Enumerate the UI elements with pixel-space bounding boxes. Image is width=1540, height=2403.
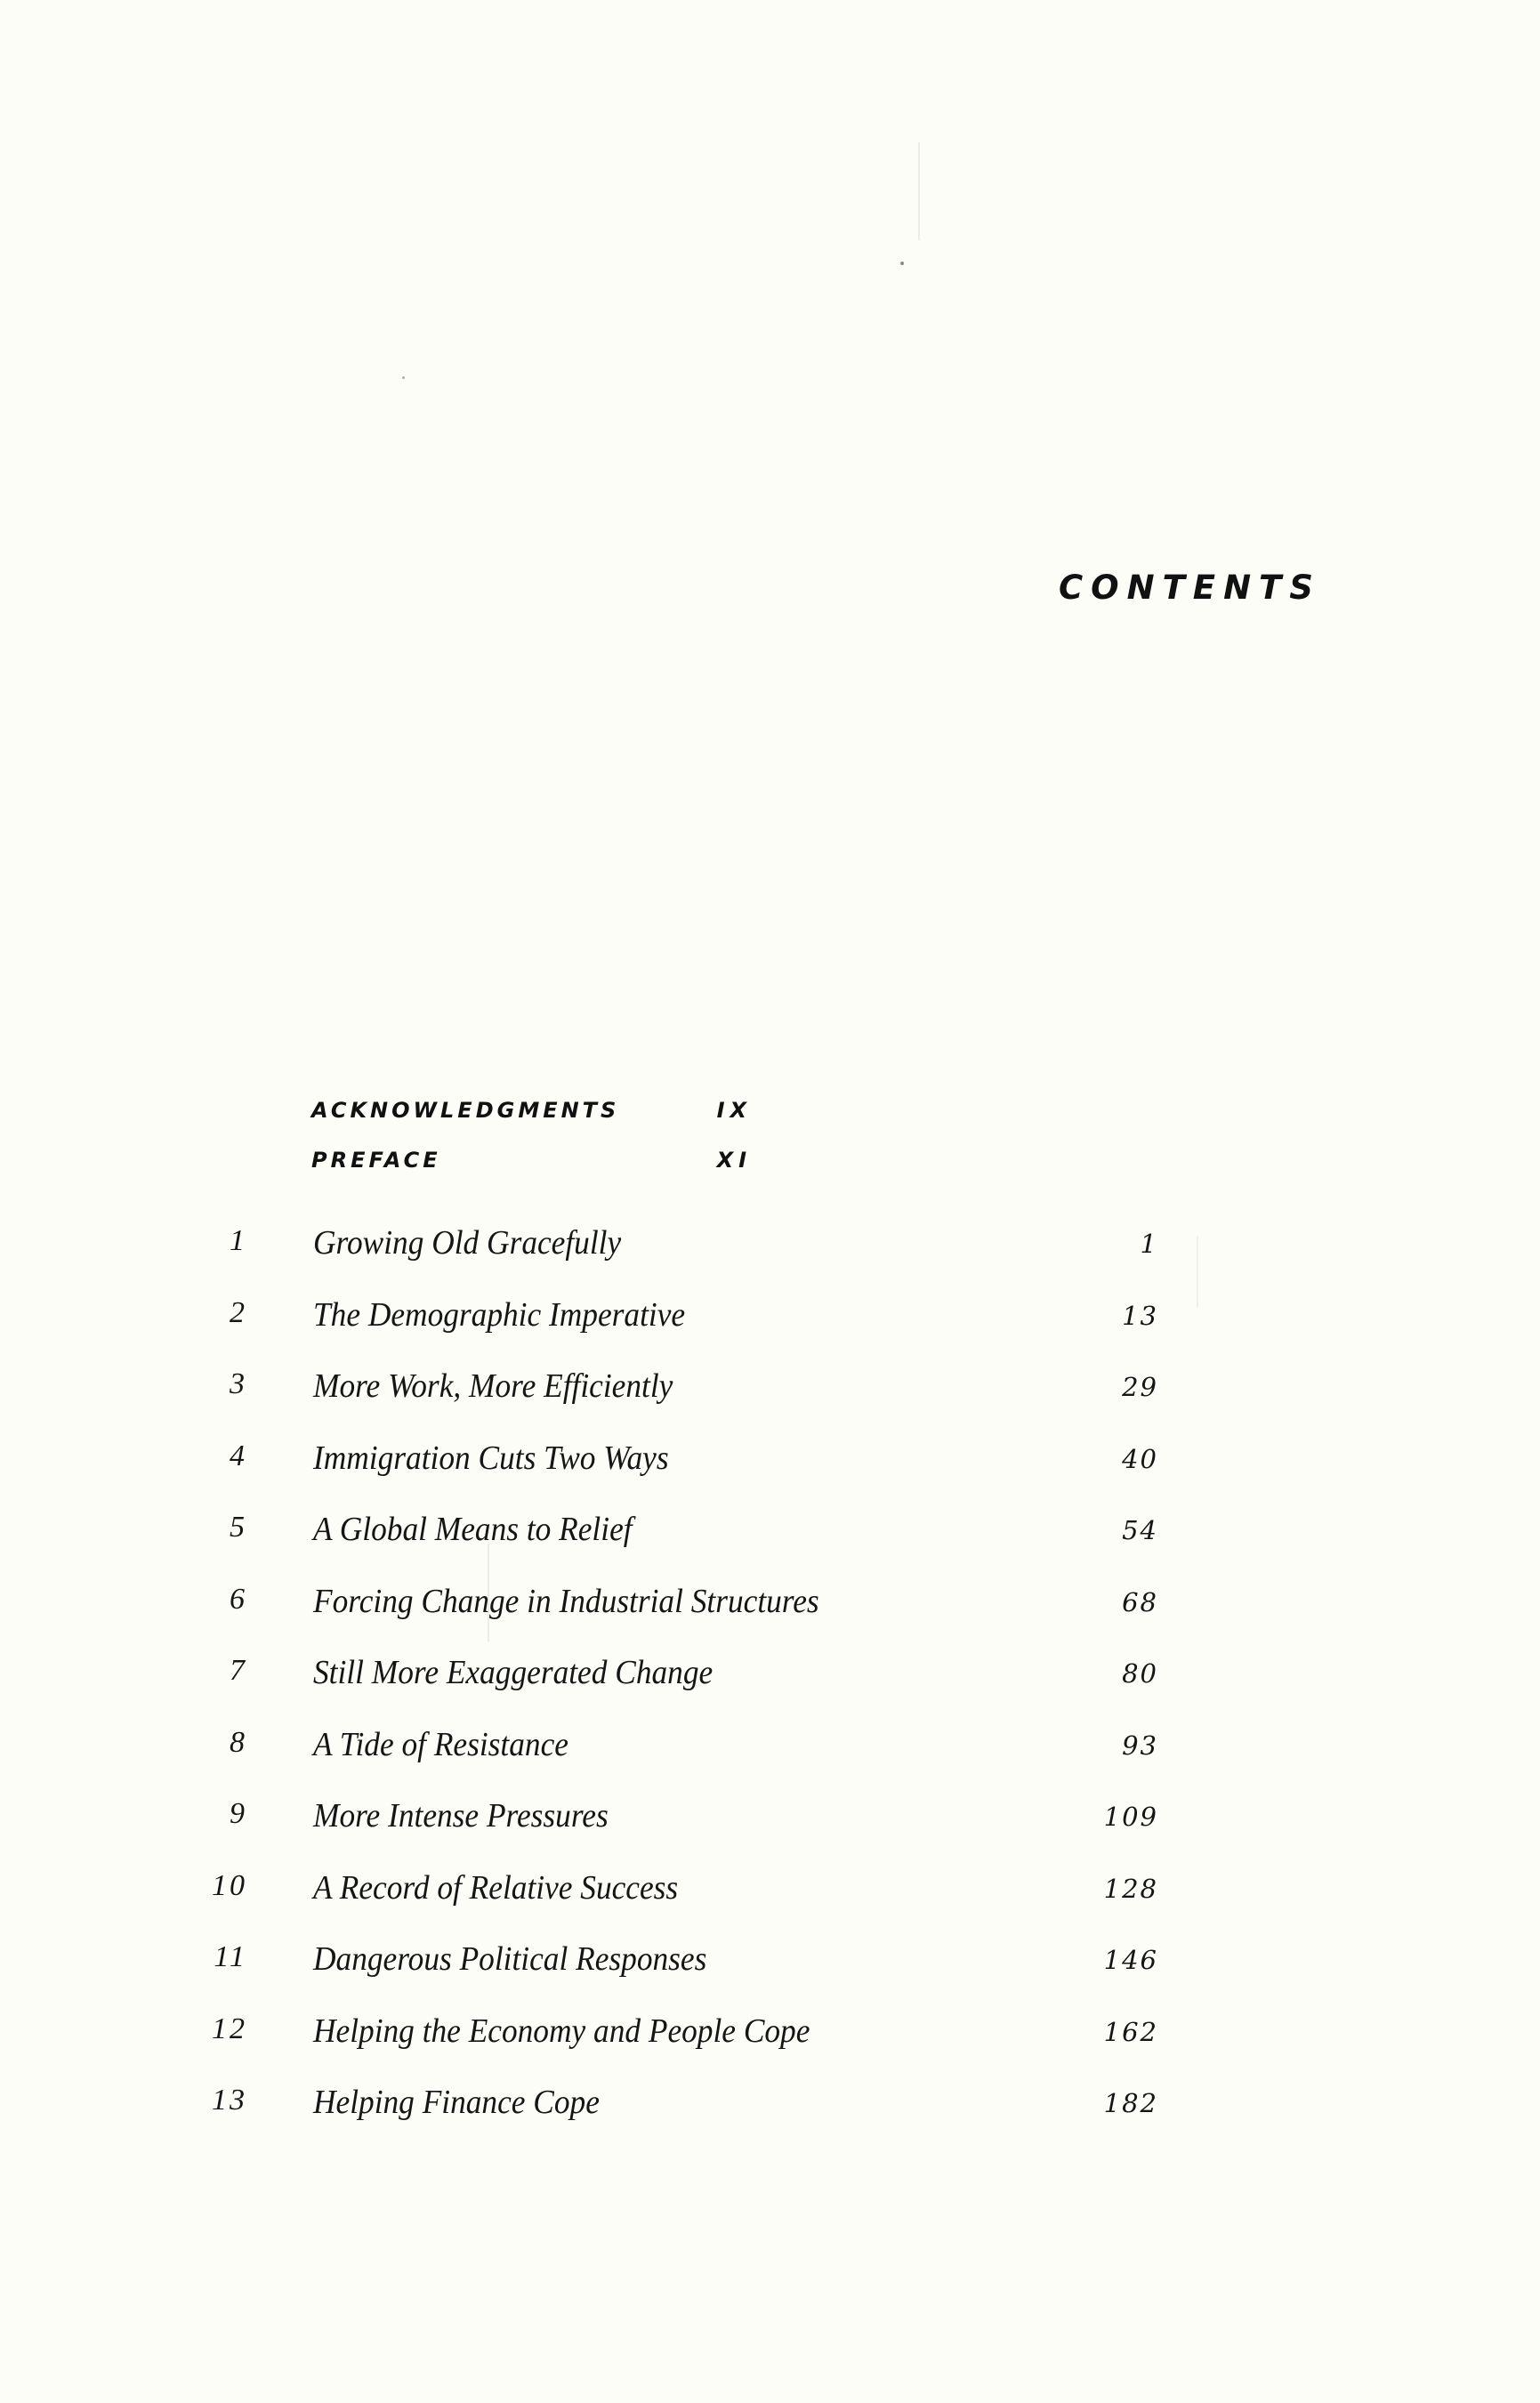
toc-entry-chapter[interactable] bbox=[0, 1441, 1540, 1513]
toc-entry-chapter[interactable] bbox=[0, 1799, 1540, 1871]
chapter-number: 4 bbox=[230, 1439, 247, 1472]
chapter-page-number: 13 bbox=[1122, 1300, 1158, 1331]
chapter-number: 6 bbox=[230, 1582, 247, 1616]
scan-artifact-line bbox=[918, 142, 920, 240]
toc-entry-chapter[interactable] bbox=[0, 2014, 1540, 2086]
toc-entry-acknowledgments[interactable] bbox=[311, 1100, 774, 1149]
toc-entry-chapter[interactable] bbox=[0, 1942, 1540, 2014]
chapter-page-number: 68 bbox=[1122, 1586, 1158, 1617]
chapter-title: Helping the Economy and People Cope bbox=[313, 2012, 810, 2050]
chapter-title: A Tide of Resistance bbox=[313, 1725, 568, 1763]
chapter-number: 13 bbox=[212, 2084, 247, 2117]
chapter-page-number: 80 bbox=[1122, 1658, 1158, 1689]
entry-page-number: IX bbox=[716, 1098, 752, 1123]
chapter-page-number: 146 bbox=[1103, 1945, 1158, 1975]
toc-entry-chapter[interactable] bbox=[0, 2085, 1540, 2157]
chapter-title: More Work, More Efficiently bbox=[313, 1367, 673, 1405]
toc-entry-chapter[interactable] bbox=[0, 1582, 1540, 1657]
chapter-title: Dangerous Political Responses bbox=[313, 1940, 707, 1978]
chapter-page-number: 128 bbox=[1103, 1873, 1158, 1904]
toc-entry-chapter[interactable] bbox=[0, 1868, 1540, 1943]
chapter-title: Growing Old Gracefully bbox=[313, 1224, 622, 1262]
chapter-number: 5 bbox=[230, 1511, 247, 1544]
toc-entry-chapter[interactable] bbox=[0, 1295, 1540, 1370]
chapter-number: 7 bbox=[230, 1654, 247, 1687]
chapter-page-number: 93 bbox=[1122, 1730, 1158, 1761]
chapter-title: More Intense Pressures bbox=[313, 1797, 609, 1835]
chapter-page-number: 40 bbox=[1122, 1443, 1158, 1474]
chapter-number: 10 bbox=[212, 1868, 247, 1902]
chapter-title: Helping Finance Cope bbox=[313, 2084, 600, 2121]
chapter-page-number: 29 bbox=[1122, 1372, 1158, 1402]
toc-entry-chapter[interactable] bbox=[0, 1725, 1540, 1800]
scan-artifact-dot bbox=[402, 376, 405, 379]
chapter-number: 3 bbox=[230, 1367, 247, 1400]
chapter-page-number: 162 bbox=[1103, 2016, 1158, 2047]
chapter-title: A Record of Relative Success bbox=[313, 1868, 679, 1907]
scan-artifact-dot bbox=[900, 262, 904, 265]
chapter-title: Immigration Cuts Two Ways bbox=[313, 1439, 669, 1477]
chapter-title: Still More Exaggerated Change bbox=[313, 1654, 714, 1691]
chapter-title: A Global Means to Relief bbox=[313, 1511, 633, 1548]
chapter-number: 2 bbox=[230, 1295, 247, 1329]
toc-entry-preface[interactable] bbox=[311, 1149, 774, 1199]
chapter-number: 1 bbox=[230, 1224, 247, 1257]
chapter-number: 9 bbox=[230, 1797, 247, 1830]
chapter-title: Forcing Change in Industrial Structures bbox=[313, 1582, 819, 1620]
chapter-list bbox=[0, 1226, 1540, 2157]
entry-label: PREFACE bbox=[311, 1148, 441, 1173]
toc-entry-chapter[interactable] bbox=[0, 1512, 1540, 1585]
toc-entry-chapter[interactable] bbox=[0, 1656, 1540, 1728]
page-title: CONTENTS bbox=[1059, 568, 1321, 607]
chapter-title: The Demographic Imperative bbox=[313, 1295, 686, 1334]
chapter-page-number: 1 bbox=[1140, 1229, 1158, 1259]
chapter-page-number: 182 bbox=[1103, 2088, 1158, 2118]
front-matter-list bbox=[311, 1100, 774, 1199]
entry-page-number: XI bbox=[716, 1148, 752, 1173]
entry-label: ACKNOWLEDGMENTS bbox=[311, 1098, 620, 1123]
chapter-page-number: 109 bbox=[1103, 1802, 1158, 1832]
chapter-number: 12 bbox=[212, 2012, 247, 2045]
toc-entry-chapter[interactable] bbox=[0, 1226, 1540, 1298]
toc-entry-chapter[interactable] bbox=[0, 1369, 1540, 1441]
chapter-page-number: 54 bbox=[1122, 1515, 1158, 1545]
chapter-number: 11 bbox=[214, 1940, 247, 1973]
chapter-number: 8 bbox=[230, 1725, 247, 1759]
